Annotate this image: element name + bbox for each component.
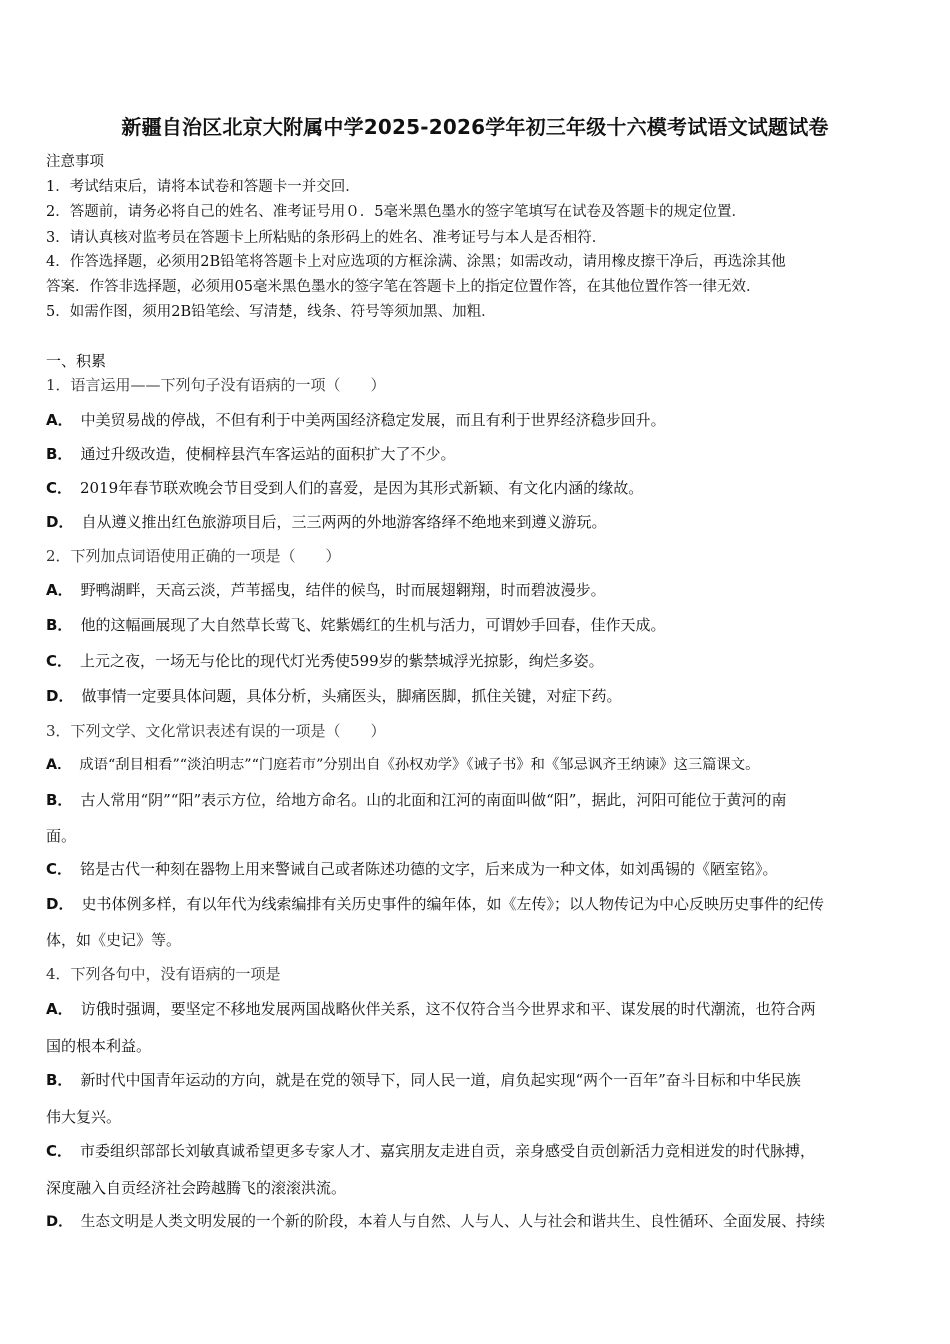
option bbox=[46, 580, 916, 600]
option-label: B． bbox=[46, 445, 73, 463]
option bbox=[46, 894, 916, 914]
notice-item: 答案．作答非选择题，必须用05毫米黑色墨水的签字笔在答题卡上的指定位置作答，在其他位置作答一律无效． bbox=[46, 279, 761, 295]
option-label: A． bbox=[46, 757, 72, 773]
option-label: D． bbox=[46, 895, 74, 913]
notice-item: 5．如需作图，须用2B铅笔绘、写清楚，线条、符号等须加黑、加粗． bbox=[46, 304, 496, 320]
notice-item: 1．考试结束后，请将本试卷和答题卡一并交回． bbox=[46, 179, 360, 195]
option-label: C． bbox=[46, 652, 73, 670]
question-stem: 3．下列文学、文化常识表述有误的一项是（ ） bbox=[46, 722, 386, 740]
option-label: C． bbox=[46, 860, 73, 878]
option bbox=[46, 790, 916, 810]
option-text: 访俄时强调，要坚定不移地发展两国战略伙伴关系，这不仅符合当今世界求和平、谋发展的时代潮流，也符合两 bbox=[80, 1000, 816, 1018]
notice-heading: 注意事项 bbox=[46, 154, 104, 170]
option-text-continued: 深度融入自贡经济社会跨越腾飞的滚滚洪流。 bbox=[46, 1179, 347, 1197]
option bbox=[46, 615, 916, 635]
option-label: D． bbox=[46, 513, 74, 531]
option bbox=[46, 1141, 916, 1161]
option-text: 上元之夜，一场无与伦比的现代灯光秀使599岁的紫禁城浮光掠影，绚烂多姿。 bbox=[80, 652, 604, 670]
option-text: 市委组织部部长刘敏真诚希望更多专家人才、嘉宾朋友走进自贡，亲身感受自贡创新活力竞相迸发的时代脉搏， bbox=[80, 1142, 816, 1160]
notice-item: 3．请认真核对监考员在答题卡上所粘贴的条形码上的姓名、准考证号与本人是否相符． bbox=[46, 230, 607, 246]
option bbox=[46, 999, 916, 1019]
option-text: 成语“刮目相看”“淡泊明志”“门庭若市”分别出自《孙权劝学》《诫子书》和《邹忌讽齐王纳谏》这三篇课文。 bbox=[79, 757, 760, 773]
option bbox=[46, 686, 916, 706]
option bbox=[46, 651, 916, 671]
option-label: D． bbox=[46, 1213, 73, 1230]
option-text: 中美贸易战的停战，不但有利于中美两国经济稳定发展，而且有利于世界经济稳步回升。 bbox=[80, 411, 666, 429]
option bbox=[46, 755, 916, 775]
option-text: 铭是古代一种刻在器物上用来警诫自己或者陈述功德的文字，后来成为一种文体，如刘禹锡的《陋室铭》。 bbox=[80, 860, 778, 878]
option-label: B． bbox=[46, 616, 73, 634]
option-label: C． bbox=[46, 479, 73, 497]
option-text: 通过升级改造，使桐梓县汽车客运站的面积扩大了不少。 bbox=[80, 445, 456, 463]
option-text: 古人常用“阴”“阳”表示方位，给地方命名。山的北面和江河的南面叫做“阳”，据此，河阳可能位于黄河的南 bbox=[80, 791, 787, 809]
option-text: 野鸭湖畔，天高云淡，芦苇摇曳，结伴的候鸟，时而展翅翱翔，时而碧波漫步。 bbox=[80, 581, 606, 599]
option-text-continued: 国的根本利益。 bbox=[46, 1037, 152, 1055]
option-text: 生态文明是人类文明发展的一个新的阶段，本着人与自然、人与人、人与社会和谐共生、良性循环、全面发展、持续 bbox=[80, 1213, 826, 1230]
option-text-continued: 面。 bbox=[46, 827, 77, 845]
notice-item: 2．答题前，请务必将自己的姓名、准考证号用０．5毫米黑色墨水的签字笔填写在试卷及答题卡的规定位置． bbox=[46, 204, 746, 220]
option-text-continued: 体，如《史记》等。 bbox=[46, 931, 182, 949]
option-label: B． bbox=[46, 791, 73, 809]
option-label: A． bbox=[46, 1000, 73, 1018]
option-text: 2019年春节联欢晚会节目受到人们的喜爱，是因为其形式新颖、有文化内涵的缘故。 bbox=[80, 479, 644, 497]
option-label: D． bbox=[46, 687, 74, 705]
option-text-continued: 伟大复兴。 bbox=[46, 1108, 122, 1126]
page-title: 新疆自治区北京大附属中学2025-2026学年初三年级十六模考试语文试题试卷 bbox=[121, 115, 829, 139]
option bbox=[46, 859, 916, 879]
question-stem: 1．语言运用——下列句子没有语病的一项（ ） bbox=[46, 376, 386, 394]
option-label: A． bbox=[46, 581, 73, 599]
option-label: C． bbox=[46, 1142, 73, 1160]
option-text: 他的这幅画展现了大自然草长莺飞、姹紫嫣红的生机与活力，可谓妙手回春，佳作天成。 bbox=[80, 616, 666, 634]
option-label: B． bbox=[46, 1071, 73, 1089]
option bbox=[46, 478, 916, 498]
notice-item: 4．作答选择题，必须用2B铅笔将答题卡上对应选项的方框涂满、涂黑；如需改动，请用橡皮擦干净后，再选涂其他 bbox=[46, 254, 786, 270]
option-text: 自从遵义推出红色旅游项目后，三三两两的外地游客络绎不绝地来到遵义游玩。 bbox=[81, 513, 607, 531]
option bbox=[46, 410, 916, 430]
section-heading: 一、积累 bbox=[46, 352, 107, 370]
question-stem: 4．下列各句中，没有语病的一项是 bbox=[46, 965, 281, 983]
option-text: 做事情一定要具体问题，具体分析，头痛医头，脚痛医脚，抓住关键，对症下药。 bbox=[81, 687, 622, 705]
option-text: 史书体例多样，有以年代为线索编排有关历史事件的编年体，如《左传》；以人物传记为中心反映历史事件的纪传 bbox=[81, 895, 824, 913]
option bbox=[46, 512, 916, 532]
question-stem: 2．下列加点词语使用正确的一项是（ ） bbox=[46, 547, 341, 565]
option-text: 新时代中国青年运动的方向，就是在党的领导下，同人民一道，肩负起实现“两个一百年”奋斗目标和中华民族 bbox=[80, 1071, 801, 1089]
option bbox=[46, 1070, 916, 1090]
option bbox=[46, 1212, 916, 1232]
option bbox=[46, 444, 916, 464]
option-label: A． bbox=[46, 411, 73, 429]
